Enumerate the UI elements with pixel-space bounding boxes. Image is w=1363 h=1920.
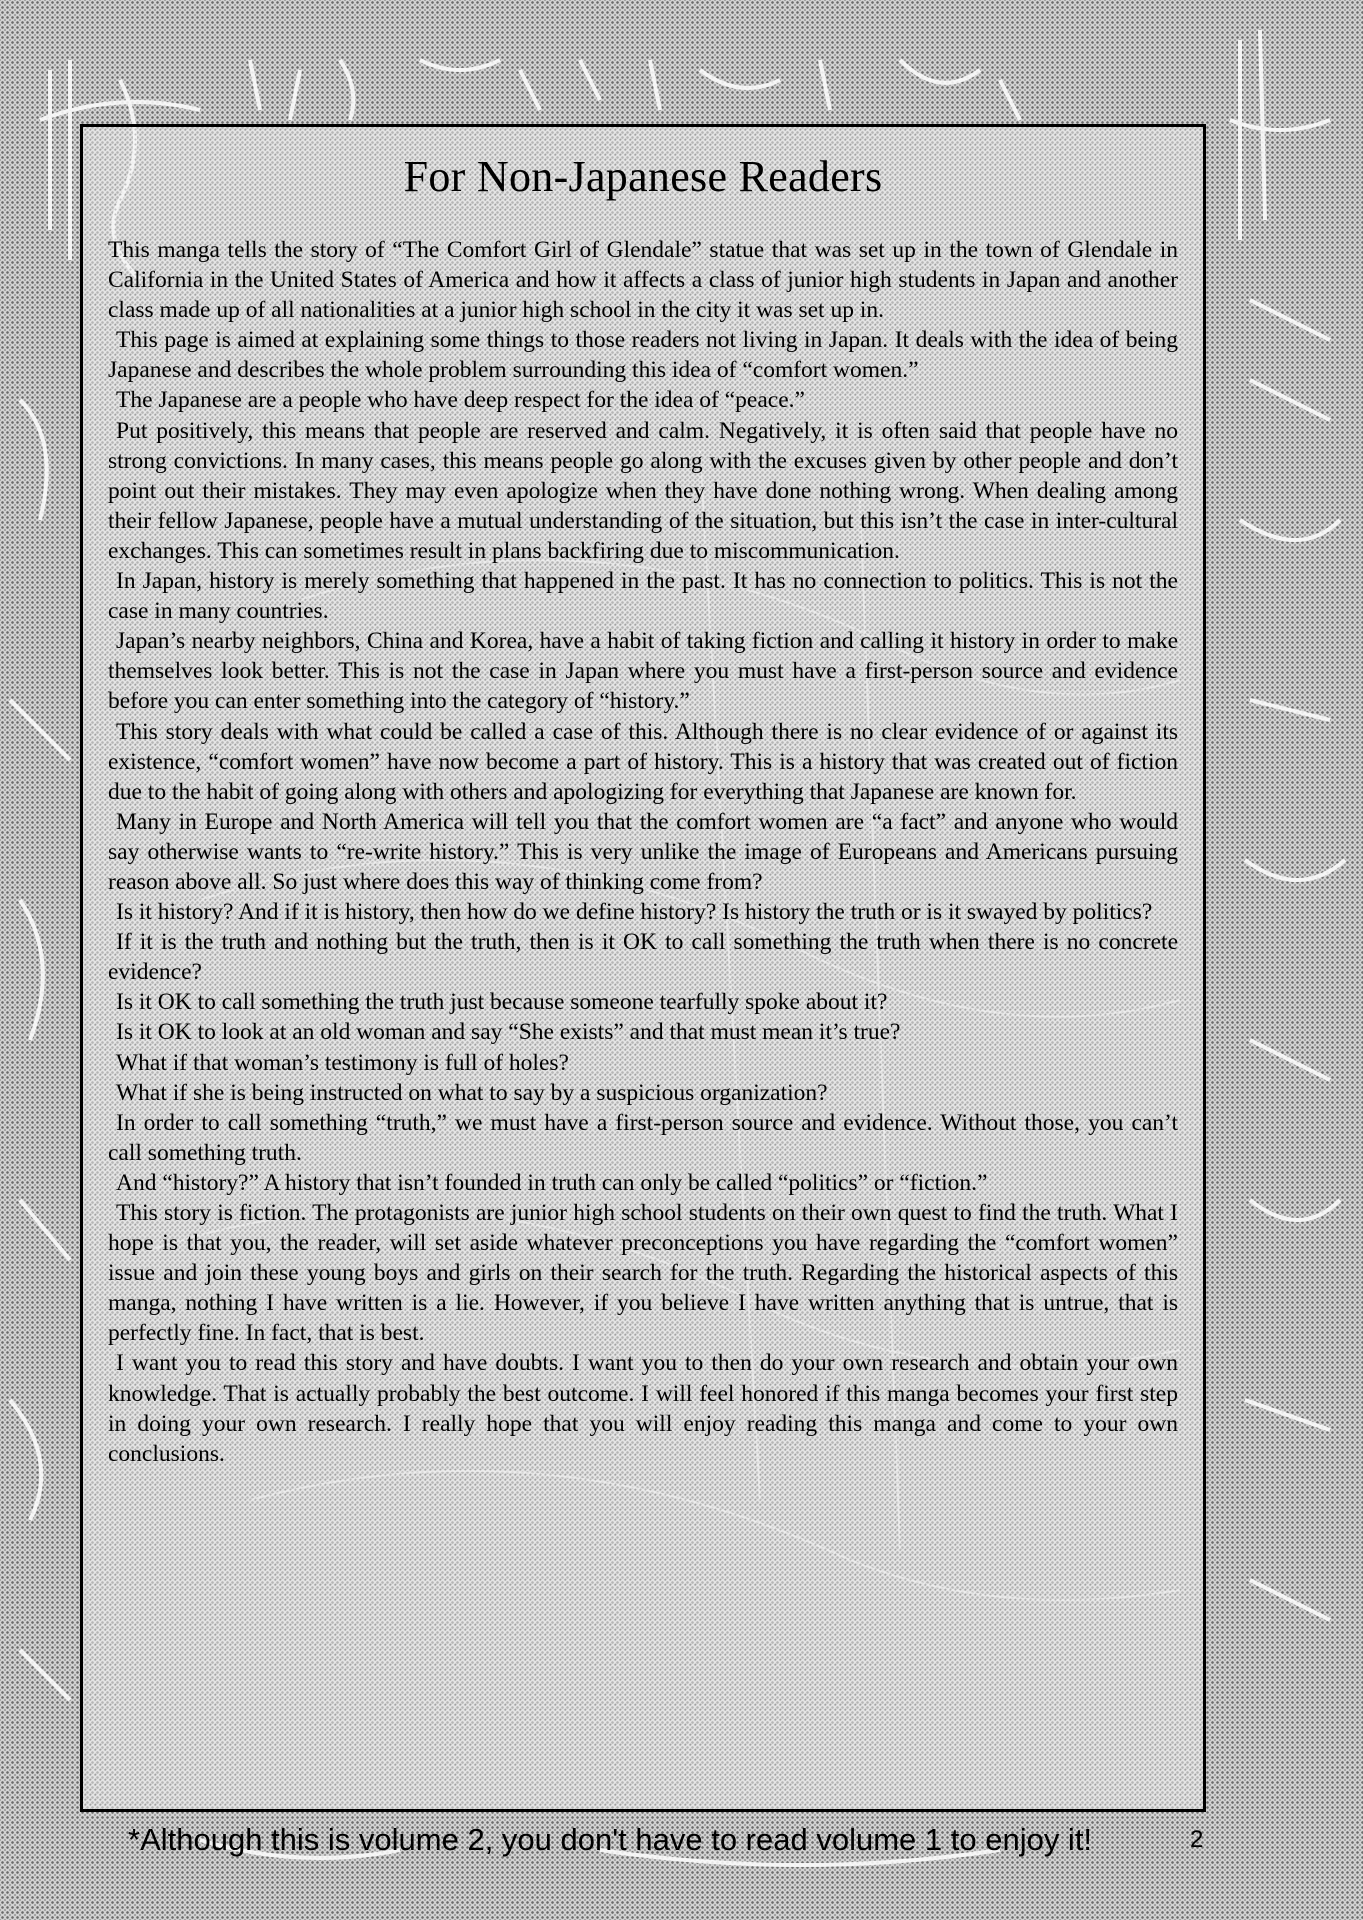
paragraph: This page is aimed at explaining some things to those readers not living in Japan. It deals with the idea of being Japanese and describes the whole problem surrounding this idea of “comfort women.” <box>108 327 1178 384</box>
paragraph: Is it history? And if it is history, then how do we define history? Is history the truth or is it swayed by politics? <box>116 899 1153 926</box>
paragraph: This story is fiction. The protagonists are junior high school students on their own quest to find the truth. What I hope is that you, the reader, will set aside whatever preconceptions you have regarding the “comfort women” issue and join these young boys and girls on their search for the truth. Regarding the historical aspects of this manga, nothing I have written is a lie. However, if you believe I have written anything that is untrue, that is perfectly fine. In fact, that is best. <box>108 1200 1178 1347</box>
paragraph: Japan’s nearby neighbors, China and Korea, have a habit of taking fiction and calling it history in order to make themselves look better. This is not the case in Japan where you must have a first-person source and evidence before you can enter something into the category of “history.” <box>108 628 1178 715</box>
paragraph: The Japanese are a people who have deep respect for the idea of “peace.” <box>116 387 805 414</box>
paragraph: If it is the truth and nothing but the truth, then is it OK to call something the truth when there is no concrete evidence? <box>108 929 1178 986</box>
paragraph: This story deals with what could be called a case of this. Although there is no clear evidence of or against its existence, “comfort women” have now become a part of history. This is a history that was created out of fiction due to the habit of going along with others and apologizing for everything that Japanese are known for. <box>108 718 1178 805</box>
paragraph: And “history?” A history that isn’t founded in truth can only be called “politics” or “fiction.” <box>116 1169 988 1196</box>
paragraph: Is it OK to call something the truth just because someone tearfully spoke about it? <box>116 989 888 1016</box>
text-panel <box>80 124 1206 1812</box>
footer-note: *Although this is volume 2, you don't have to read volume 1 to enjoy it! <box>128 1822 1093 1857</box>
body-text <box>108 235 1178 1469</box>
paragraph: I want you to read this story and have doubts. I want you to then do your own research and obtain your own knowledge. That is actually probably the best outcome. I will feel honored if this manga becomes your first step in doing your own research. I really hope that you will enjoy reading this manga and come to your own conclusions. <box>108 1350 1178 1467</box>
paragraph: Put positively, this means that people are reserved and calm. Negatively, it is often said that people have no strong convictions. In many cases, this means people go along with the excuses given by other people and don’t point out their mistakes. They may even apologize when they have done nothing wrong. When dealing among their fellow Japanese, people have a mutual understanding of the situation, but this isn’t the case in inter-cultural exchanges. This can sometimes result in plans backfiring due to miscommunication. <box>108 417 1178 564</box>
page-number: 2 <box>1190 1826 1204 1853</box>
page-title: For Non-Japanese Readers <box>403 152 883 201</box>
paragraph: Many in Europe and North America will tell you that the comfort women are “a fact” and anyone who would say otherwise wants to “re-write history.” This is very unlike the image of Europeans and Americans pursuing reason above all. So just where does this way of thinking come from? <box>108 808 1178 895</box>
paragraph: This manga tells the story of “The Comfort Girl of Glendale” statue that was set up in the town of Glendale in California in the United States of America and how it affects a class of junior high students in Japan and another class made up of all nationalities at a junior high school in the city it was set up in. <box>108 237 1178 324</box>
paragraph: Is it OK to look at an old woman and say “She exists” and that must mean it’s true? <box>116 1019 901 1046</box>
paragraph: What if she is being instructed on what to say by a suspicious organization? <box>116 1079 828 1106</box>
paragraph: In Japan, history is merely something that happened in the past. It has no connection to politics. This is not the case in many countries. <box>108 568 1178 625</box>
paragraph: What if that woman’s testimony is full of holes? <box>116 1049 569 1076</box>
paragraph: In order to call something “truth,” we must have a first-person source and evidence. Without those, you can’t call something truth. <box>108 1109 1178 1166</box>
